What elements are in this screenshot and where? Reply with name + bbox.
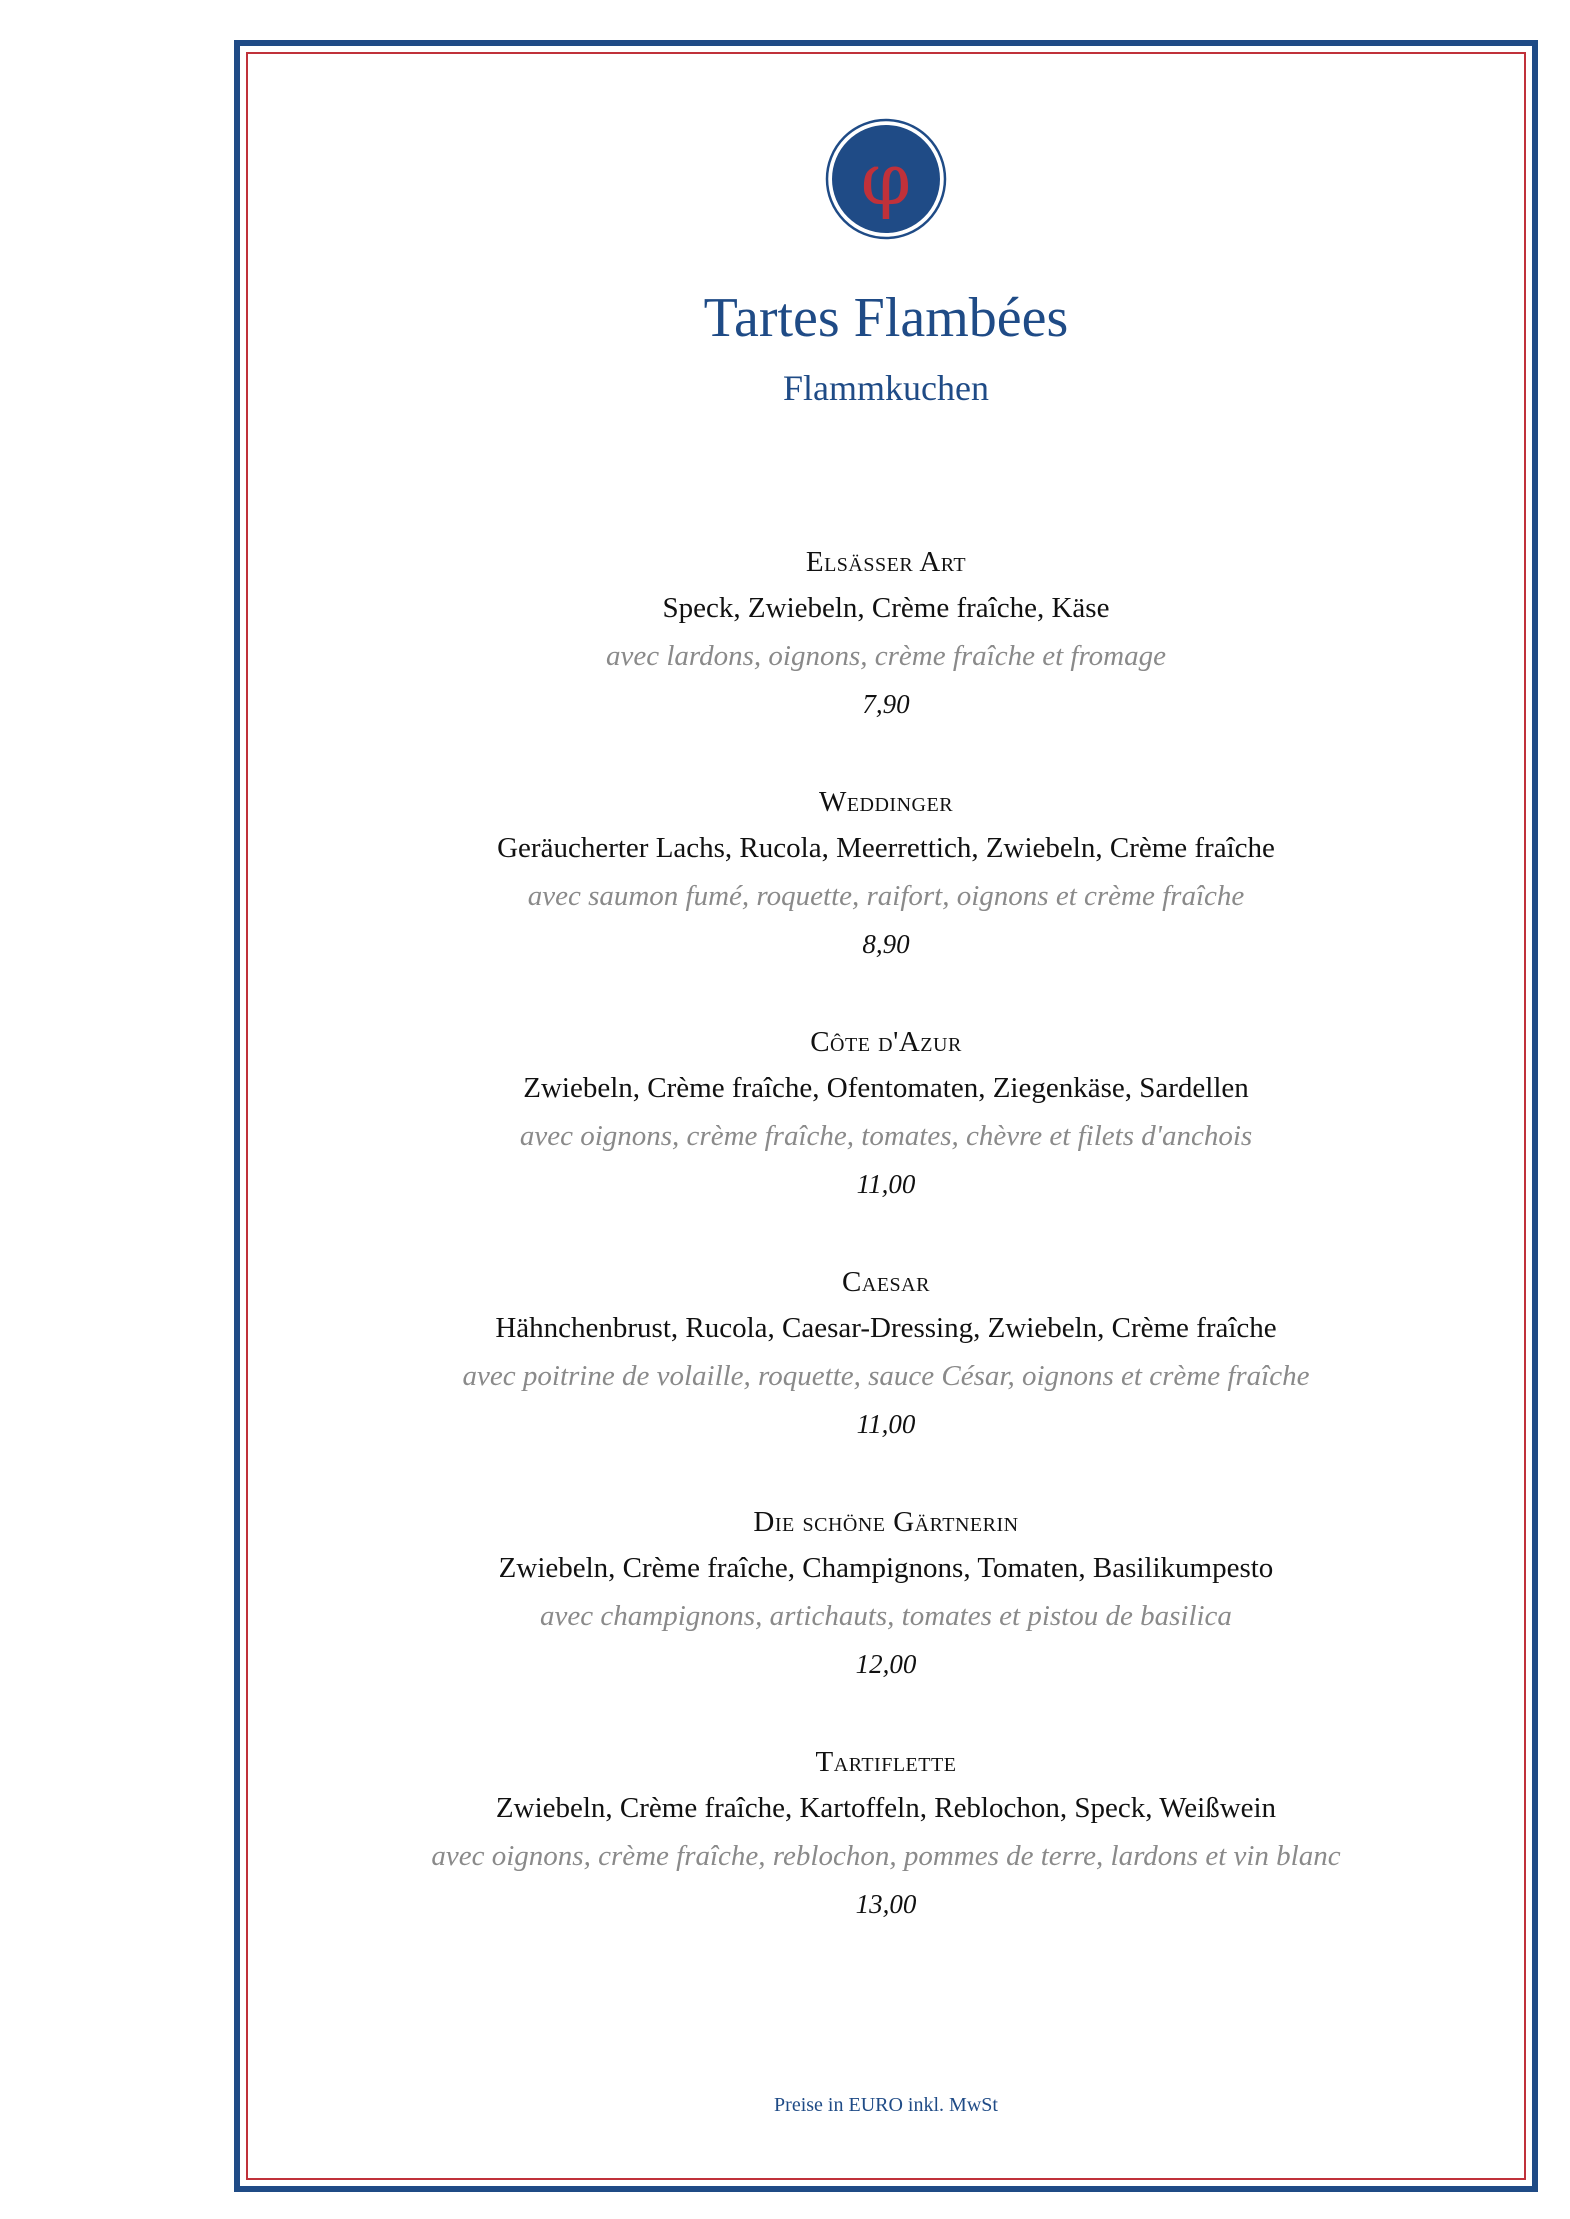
- menu-item-name: Elsässer Art: [805, 546, 967, 578]
- menu-item-description-de: Speck, Zwiebeln, Crème fraîche, Käse: [662, 592, 1110, 624]
- menu-item-description-de: Zwiebeln, Crème fraîche, Ofentomaten, Ziegenkäse, Sardellen: [523, 1072, 1249, 1104]
- menu-item-price: 13,00: [855, 1889, 917, 1919]
- phi-monogram-logo-icon: [825, 118, 947, 240]
- menu-item-description-fr: avec champignons, artichauts, tomates et pistou de basilica: [540, 1600, 1232, 1632]
- menu-list: [246, 540, 1526, 1980]
- menu-item: [246, 540, 1526, 780]
- price-note: Preise in EURO inkl. MwSt: [774, 2094, 998, 2116]
- menu-item-name: Die schöne Gärtnerin: [753, 1506, 1019, 1538]
- page-title: Tartes Flambées: [703, 287, 1069, 349]
- menu-item-description-de: Geräucherter Lachs, Rucola, Meerrettich, Zwiebeln, Crème fraîche: [497, 832, 1275, 864]
- menu-item-name: Caesar: [842, 1266, 930, 1298]
- menu-item-price: 8,90: [862, 929, 910, 959]
- svg-text:φ: φ: [860, 137, 912, 221]
- menu-item-description-de: Zwiebeln, Crème fraîche, Champignons, Tomaten, Basilikumpesto: [498, 1552, 1274, 1584]
- menu-item-description-de: Zwiebeln, Crème fraîche, Kartoffeln, Reblochon, Speck, Weißwein: [495, 1792, 1277, 1824]
- menu-item-description-fr: avec oignons, crème fraîche, reblochon, pommes de terre, lardons et vin blanc: [431, 1840, 1341, 1872]
- menu-item-description-fr: avec saumon fumé, roquette, raifort, oignons et crème fraîche: [527, 880, 1245, 912]
- menu-item-price: 12,00: [855, 1649, 917, 1679]
- menu-item-price: 11,00: [856, 1169, 916, 1199]
- menu-item: [246, 1740, 1526, 1980]
- menu-item-description-fr: avec lardons, oignons, crème fraîche et fromage: [605, 640, 1166, 672]
- menu-item-description-fr: avec poitrine de volaille, roquette, sauce César, oignons et crème fraîche: [462, 1360, 1310, 1392]
- menu-item: [246, 1020, 1526, 1260]
- page-subtitle: Flammkuchen: [783, 368, 989, 408]
- menu-item: [246, 1500, 1526, 1740]
- menu-item-name: Tartiflette: [815, 1746, 957, 1778]
- menu-item-price: 7,90: [862, 689, 910, 719]
- menu-item-description-de: Hähnchenbrust, Rucola, Caesar-Dressing, Zwiebeln, Crème fraîche: [495, 1312, 1277, 1344]
- menu-item: [246, 780, 1526, 1020]
- menu-item-description-fr: avec oignons, crème fraîche, tomates, chèvre et filets d'anchois: [519, 1120, 1253, 1152]
- menu-item: [246, 1260, 1526, 1500]
- menu-item-name: Weddinger: [818, 786, 954, 818]
- menu-item-name: Côte d'Azur: [810, 1026, 962, 1058]
- menu-item-price: 11,00: [856, 1409, 916, 1439]
